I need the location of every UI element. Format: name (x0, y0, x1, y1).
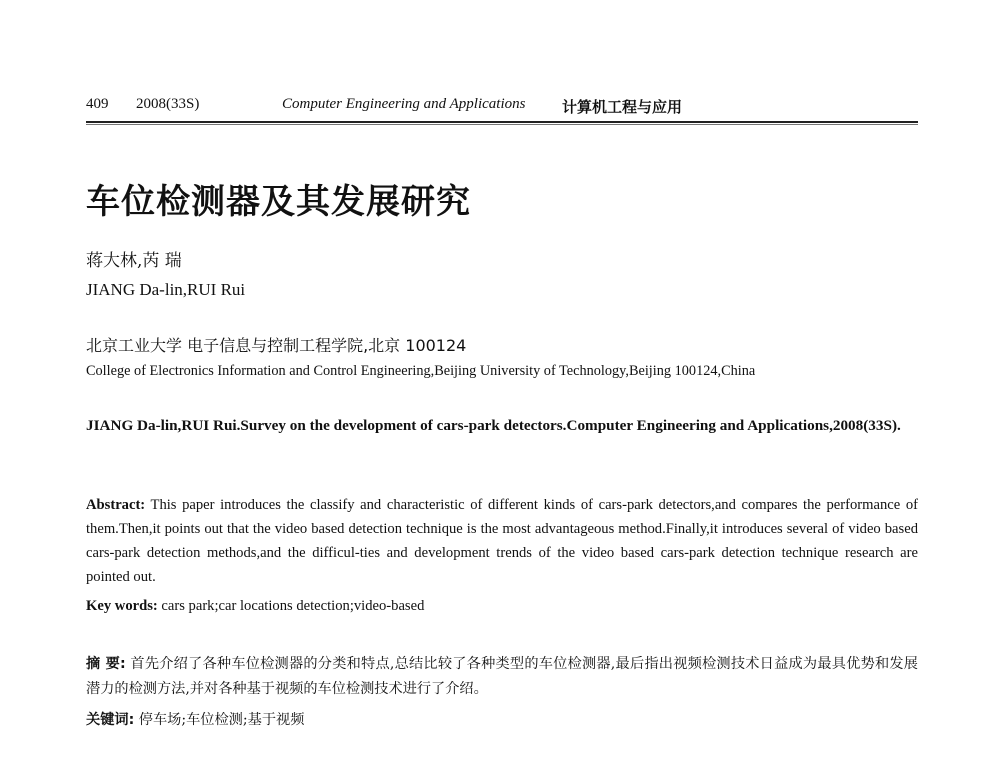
issue-label: 2008(33S) (136, 96, 200, 112)
paper-title: 车位检测器及其发展研究 (86, 182, 471, 222)
header-rule-thin (86, 124, 918, 125)
citation: JIANG Da-lin,RUI Rui.Survey on the development of cars-park detectors.Computer Engineering and Applications,2008(33S). (86, 417, 901, 434)
authors-zh: 蒋大林,芮 瑞 (86, 251, 182, 271)
keywords-en (86, 598, 424, 615)
abstract-zh-text: 首先介绍了各种车位检测器的分类和特点,总结比较了各种类型的车位检测器,最后指出视频检测技术日益成为最具优势和发展潜力的检测方法,并对各种基于视频的车位检测技术进行了介绍。 (86, 656, 918, 697)
journal-name-en: Computer Engineering and Applications (282, 96, 526, 112)
keywords-zh-label: 关键词: (86, 712, 135, 728)
keywords-zh-text: 停车场;车位检测;基于视频 (138, 712, 305, 728)
abstract-label: Abstract: (86, 497, 146, 513)
affiliation-en: College of Electronics Information and Control Engineering,Beijing University of Technology,Beijing 100124,China (86, 363, 756, 379)
abstract-zh-label: 摘 要: (86, 656, 126, 672)
running-header (86, 96, 918, 118)
abstract-zh (86, 652, 918, 702)
abstract-en (86, 493, 918, 589)
page-number: 409 (86, 96, 109, 112)
journal-name-zh: 计算机工程与应用 (562, 98, 683, 116)
keywords-label: Key words: (86, 598, 158, 614)
abstract-text: This paper introduces the classify and characteristic of different kinds of cars-park detectors,and compares the performance of them.Then,it points out that the video based detection technique is the most advantageous method.Finally,it introduces several of video based cars-park detection methods,and the difficul-ties and development trends of the video based cars-park detection technique research are pointed out. (86, 497, 918, 585)
authors-en: JIANG Da-lin,RUI Rui (86, 280, 246, 299)
affiliation-zh: 北京工业大学 电子信息与控制工程学院,北京 100124 (86, 336, 467, 355)
keywords-zh (86, 709, 304, 729)
header-rule (86, 121, 918, 123)
keywords-text: cars park;car locations detection;video-based (161, 598, 425, 614)
